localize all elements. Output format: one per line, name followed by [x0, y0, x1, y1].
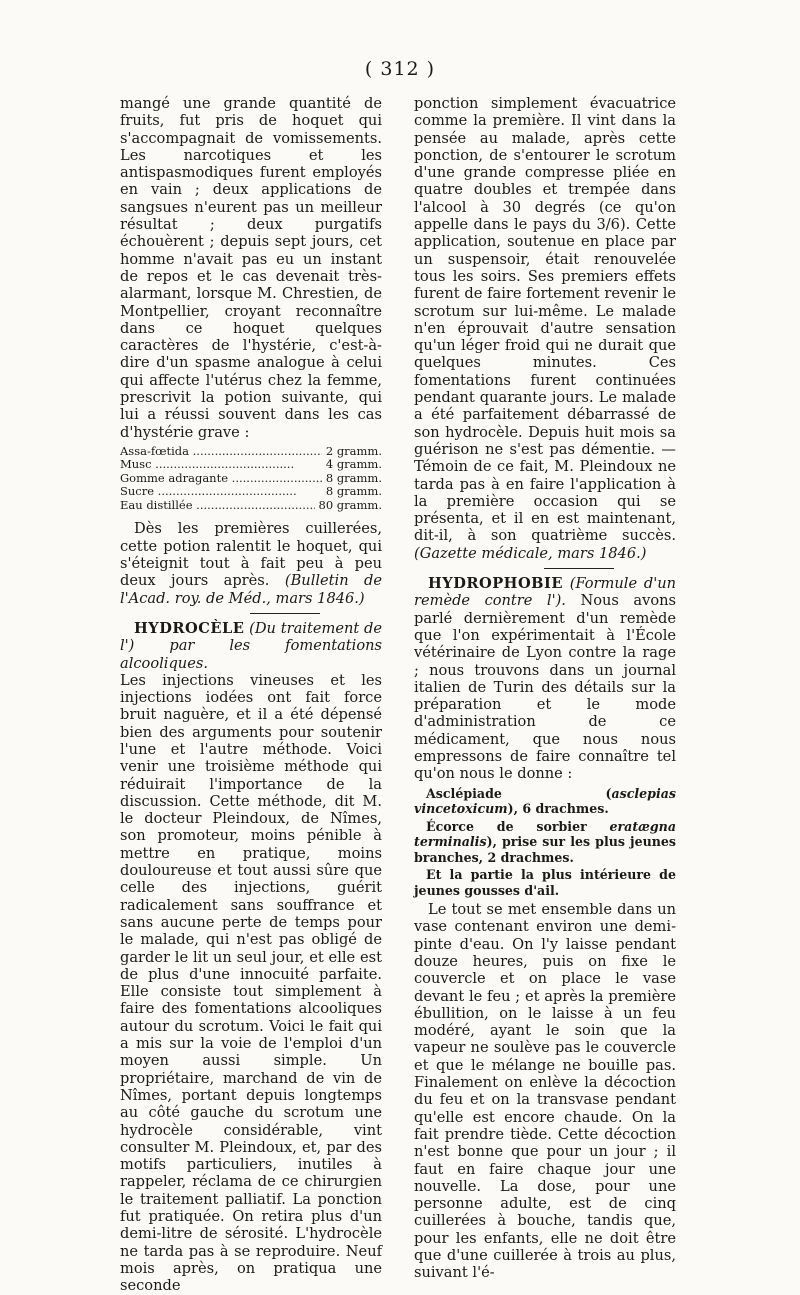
hydrophobie-text: Nous avons parlé dernièrement d'un remède que l'on expérimentait à l'École vétérinaire de Lyon contre la rage ; nous trouvons dans un journal italien de Turin des détails sur la préparation et le mode d'administration de ce médicament, que nous nous empressons de faire connaître tel qu'on nous le donne :	[414, 592, 677, 783]
formula-item	[414, 819, 676, 866]
paragraph-preparation: Le tout se met ensemble dans un vase contenant environ une demi-pinte d'eau. On l'y laisse pendant douze heures, puis on fixe le couvercle et on place le vase devant le feu ; et après la première ébullition, on le laisse à un feu modéré, ayant le soin que la vapeur ne soulève pas le couvercle et que le mélange ne bouille pas. Finalement on enlève la décoction du feu et on la transvase pendant qu'elle est encore chaude. On la fait prendre tiède. Cette décoction n'est bonne que pour un jour ; il faut en faire chaque jour une nouvelle. La dose, pour une personne adulte, est de cinq cuillerées à bouche, tandis que, pour les enfants, elle ne doit être que d'une cuillerée à trois au plus, suivant l'é-	[414, 901, 676, 1282]
formula-text: ), prise sur les plus jeunes branches, 2 drachmes.	[414, 834, 676, 865]
formula-latin: asclepias vincetoxicum	[414, 785, 676, 817]
citation: (Gazette médicale, mars 1846.)	[414, 544, 647, 562]
formula-item	[414, 786, 676, 817]
recipe-ingredient: Gomme adragante .....	[120, 472, 322, 486]
section-divider	[250, 613, 320, 614]
recipe-quantity: 80 gramm.	[315, 499, 382, 513]
citation: (Bulletin de l'Acad. roy. de Méd., mars 1846.)	[120, 572, 383, 607]
recipe-quantity: 8 gramm.	[322, 472, 382, 486]
paragraph-result	[120, 520, 382, 606]
recipe-row	[120, 445, 382, 459]
result-text: Dès les premières cuillerées, cette potion ralentit le hoquet, qui s'éteignit tout à fait peu à peu deux jours après.	[120, 520, 382, 590]
heading-subtitle: (Formule d'un remède contre l').	[414, 575, 676, 610]
paragraph-hoquet-case: mangé une grande quantité de fruits, fut pris de hoquet qui s'accompagnait de vomissements. Les narcotiques et les antispasmodiques furent employés en vain ; deux applications de sangsues n'eurent pas un meilleur résultat ; deux purgatifs échouèrent ; depuis sept jours, cet homme n'avait pas eu un instant de repos et le cas devenait très-alarmant, lorsque M. Chrestien, de Montpellier, croyant reconnaître dans ce hoquet quelques caractères de l'hystérie, c'est-à-dire d'un spasme analogue à celui qui affecte l'utérus chez la femme, prescrivit la potion suivante, qui lui a réussi souvent dans les cas d'hystérie grave :	[120, 95, 382, 441]
recipe-quantity: 2 gramm.	[322, 445, 382, 459]
section-heading-hydrocele	[120, 620, 382, 672]
recipe-ingredient: Eau distillée .....	[120, 499, 315, 513]
recipe-row	[120, 485, 382, 499]
recipe-ingredient: Assa-fœtida .....	[120, 445, 322, 459]
formula-text: ), 6 drachmes.	[507, 801, 609, 817]
ponction-text: ponction simplement évacuatrice comme la première. Il vint dans la pensée au malade, après cette ponction, de s'entourer le scrotum d'une grande compresse pliée en quatre doubles et trempée dans l'alcool à 30 degrés (ce qu'on appelle dans le pays du 3/6). Cette application, soutenue en place par un suspensoir, était renouvelée tous les soirs. Ses premiers effets furent de faire fortement revenir le scrotum sur lui-même. Le malade n'en éprouvait d'autre sensation qu'un léger froid qui ne durait que quelques minutes. Ces fomentations furent continuées pendant quarante jours. Le malade a été parfaitement débarrassé de son hydrocèle. Depuis huit mois sa guérison ne s'est pas démentie. — Témoin de ce fait, M. Pleindoux ne tarda pas à en faire l'application à la première occasion qui se présenta, et il en est maintenant, dit-il, à son quatrième succès.	[414, 95, 676, 545]
left-column	[120, 95, 382, 1295]
formula-text: Asclépiade (	[426, 785, 612, 801]
formula-item	[414, 867, 676, 898]
heading-title: HYDROPHOBIE	[428, 575, 563, 593]
formula-text: Écorce de sorbier	[426, 818, 610, 834]
recipe-row	[120, 472, 382, 486]
recipe-potion	[120, 445, 382, 513]
recipe-row	[120, 499, 382, 513]
heading-title: HYDROCÈLE	[134, 619, 245, 637]
recipe-quantity: 4 gramm.	[322, 458, 382, 472]
formula-text: Et la partie la plus intérieure de jeunes gousses d'ail.	[414, 867, 676, 898]
recipe-row	[120, 458, 382, 472]
heading-subtitle: (Du traitement de l') par les fomentations alcooliques.	[120, 619, 383, 672]
paragraph-hydrocele: Les injections vineuses et les injections iodées ont fait force bruit naguère, et il a été dépensé bien des arguments pour soutenir l'une et l'autre méthode. Voici venir une troisième méthode qui réduirait l'importance de la discussion. Cette méthode, dit M. le docteur Pleindoux, de Nîmes, son promoteur, moins pénible à mettre en pratique, moins douloureuse et tout aussi sûre que celle des injections, guérit radicalement sans souffrance et sans aucune perte de temps pour le malade, qui n'est pas obligé de garder le lit un seul jour, et elle est de plus d'une innocuité parfaite. Elle consiste tout simplement à faire des fomentations alcooliques autour du scrotum. Voici le fait qui a mis sur la voie de l'emploi d'un moyen aussi simple. Un propriétaire, marchand de vin de Nîmes, portant depuis longtemps au côté gauche du scrotum une hydrocèle considérable, vint consulter M. Pleindoux, et, par des motifs particuliers, inutiles à rappeler, réclama de ce chirurgien le traitement palliatif. La ponction fut pratiquée. On retira plus d'un demi-litre de sérosité. L'hydrocèle ne tarda pas à se reproduire. Neuf mois après, on pratiqua une seconde	[120, 671, 382, 1295]
recipe-ingredient: Sucre .....	[120, 485, 322, 499]
formula-latin: eratægna terminalis	[414, 818, 676, 850]
page-number: ( 312 )	[364, 58, 436, 80]
section-divider	[544, 568, 614, 569]
paragraph-ponction	[414, 95, 676, 562]
recipe-quantity: 8 gramm.	[322, 485, 382, 499]
section-heading-hydrophobie	[414, 575, 676, 783]
right-column	[414, 95, 676, 1282]
recipe-ingredient: Musc .....	[120, 458, 322, 472]
formula-list	[414, 786, 676, 899]
